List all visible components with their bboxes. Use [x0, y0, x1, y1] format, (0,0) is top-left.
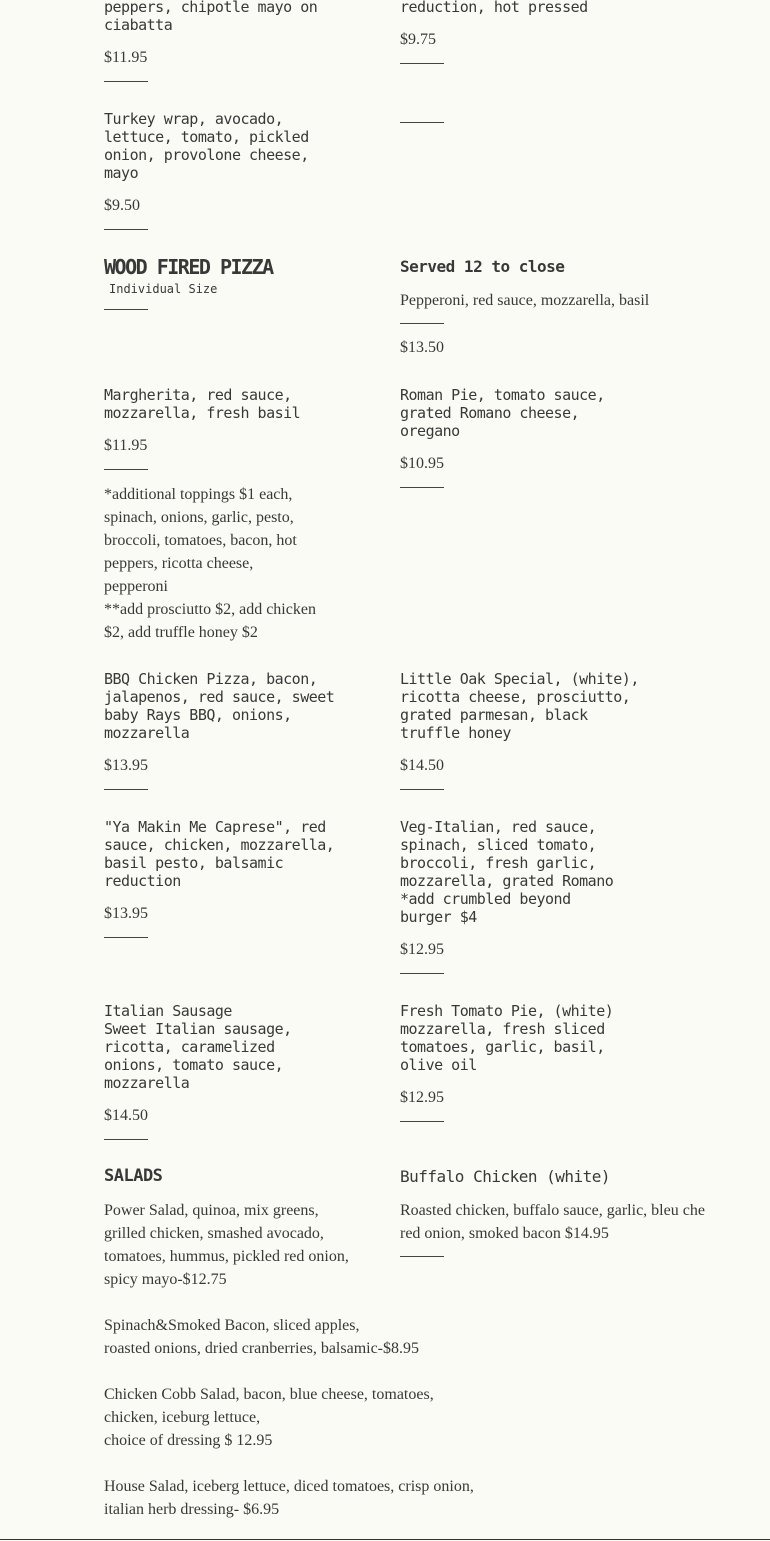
divider	[104, 81, 148, 82]
bbq-chicken-description: BBQ Chicken Pizza, bacon, jalapenos, red sauce, sweet baby Rays BBQ, onions, mozzarella	[104, 670, 335, 742]
divider	[400, 122, 444, 123]
spinach-salad: Spinach&Smoked Bacon, sliced apples, roasted onions, dried cranberries, balsamic-$8.95	[104, 1317, 420, 1357]
divider	[104, 309, 148, 310]
divider	[400, 1256, 444, 1257]
cobb-salad: Chicken Cobb Salad, bacon, blue cheese, tomatoes, chicken, iceburg lettuce, choice of dressing $ 12.95	[104, 1386, 434, 1449]
fresh-tomato-price: $12.95	[400, 1089, 444, 1106]
divider	[104, 937, 148, 938]
pepperoni-description: Pepperoni, red sauce, mozzarella, basil	[400, 292, 650, 309]
divider	[400, 323, 444, 324]
margherita-description: Margherita, red sauce, mozzarella, fresh basil	[104, 386, 301, 422]
divider	[400, 1121, 444, 1122]
caprese-price: $13.95	[104, 905, 148, 922]
power-salad: Power Salad, quinoa, mix greens, grilled chicken, smashed avocado, tomatoes, hummus, pickled red onion, spicy mayo-$12.75	[104, 1202, 349, 1288]
turkey-wrap-description: Turkey wrap, avocado, lettuce, tomato, pickled onion, provolone cheese, mayo	[104, 110, 309, 182]
roman-pie-price: $10.95	[400, 455, 444, 472]
sandwich-price: $9.75	[400, 31, 436, 48]
buffalo-chicken-description: Roasted chicken, buffalo sauce, garlic, bleu che red onion, smoked bacon $14.95	[400, 1202, 705, 1242]
veg-italian-price: $12.95	[400, 941, 444, 958]
pepperoni-price: $13.50	[400, 339, 444, 356]
section-title-pizza: WOOD FIRED PIZZA	[104, 255, 273, 279]
toppings-note: *additional toppings $1 each, spinach, onions, garlic, pesto, broccoli, tomatoes, bacon, hot peppers, ricotta cheese, pepperoni **add prosciutto $2, add chicken $2, add truffle honey $2	[104, 486, 316, 641]
little-oak-description: Little Oak Special, (white), ricotta cheese, prosciutto, grated parmesan, black truffle honey	[400, 670, 639, 742]
turkey-wrap-price: $9.50	[104, 197, 140, 214]
divider	[104, 789, 148, 790]
buffalo-chicken-title: Buffalo Chicken (white)	[400, 1167, 611, 1186]
divider	[400, 973, 444, 974]
divider	[400, 789, 444, 790]
caprese-description: "Ya Makin Me Caprese", red sauce, chicken, mozzarella, basil pesto, balsamic reduction	[104, 818, 335, 890]
sandwich-description: peppers, chipotle mayo on ciabatta	[104, 0, 318, 34]
served-hours: Served 12 to close	[400, 257, 565, 276]
divider	[400, 63, 444, 64]
divider	[400, 487, 444, 488]
fresh-tomato-description: Fresh Tomato Pie, (white) mozzarella, fresh sliced tomatoes, garlic, basil, olive oil	[400, 1002, 614, 1074]
section-title-salads: SALADS	[104, 1166, 163, 1186]
bbq-chicken-price: $13.95	[104, 757, 148, 774]
divider	[104, 229, 148, 230]
sandwich-price: $11.95	[104, 49, 148, 66]
sandwich-description: reduction, hot pressed	[400, 0, 588, 16]
margherita-price: $11.95	[104, 437, 148, 454]
divider	[104, 1139, 148, 1140]
house-salad: House Salad, iceberg lettuce, diced tomatoes, crisp onion, italian herb dressing- $6.95	[104, 1478, 474, 1518]
section-subtitle: Individual Size	[109, 282, 218, 296]
roman-pie-description: Roman Pie, tomato sauce, grated Romano cheese, oregano	[400, 386, 605, 440]
little-oak-price: $14.50	[400, 757, 444, 774]
divider	[104, 469, 148, 470]
veg-italian-description: Veg-Italian, red sauce, spinach, sliced tomato, broccoli, fresh garlic, mozzarella, grated Romano *add crumbled beyond burger $4	[400, 818, 614, 926]
italian-sausage-price: $14.50	[104, 1107, 148, 1124]
italian-sausage-description: Italian Sausage Sweet Italian sausage, ricotta, caramelized onions, tomato sauce, mozzarella	[104, 1002, 292, 1092]
page-bottom-border	[0, 1539, 770, 1540]
